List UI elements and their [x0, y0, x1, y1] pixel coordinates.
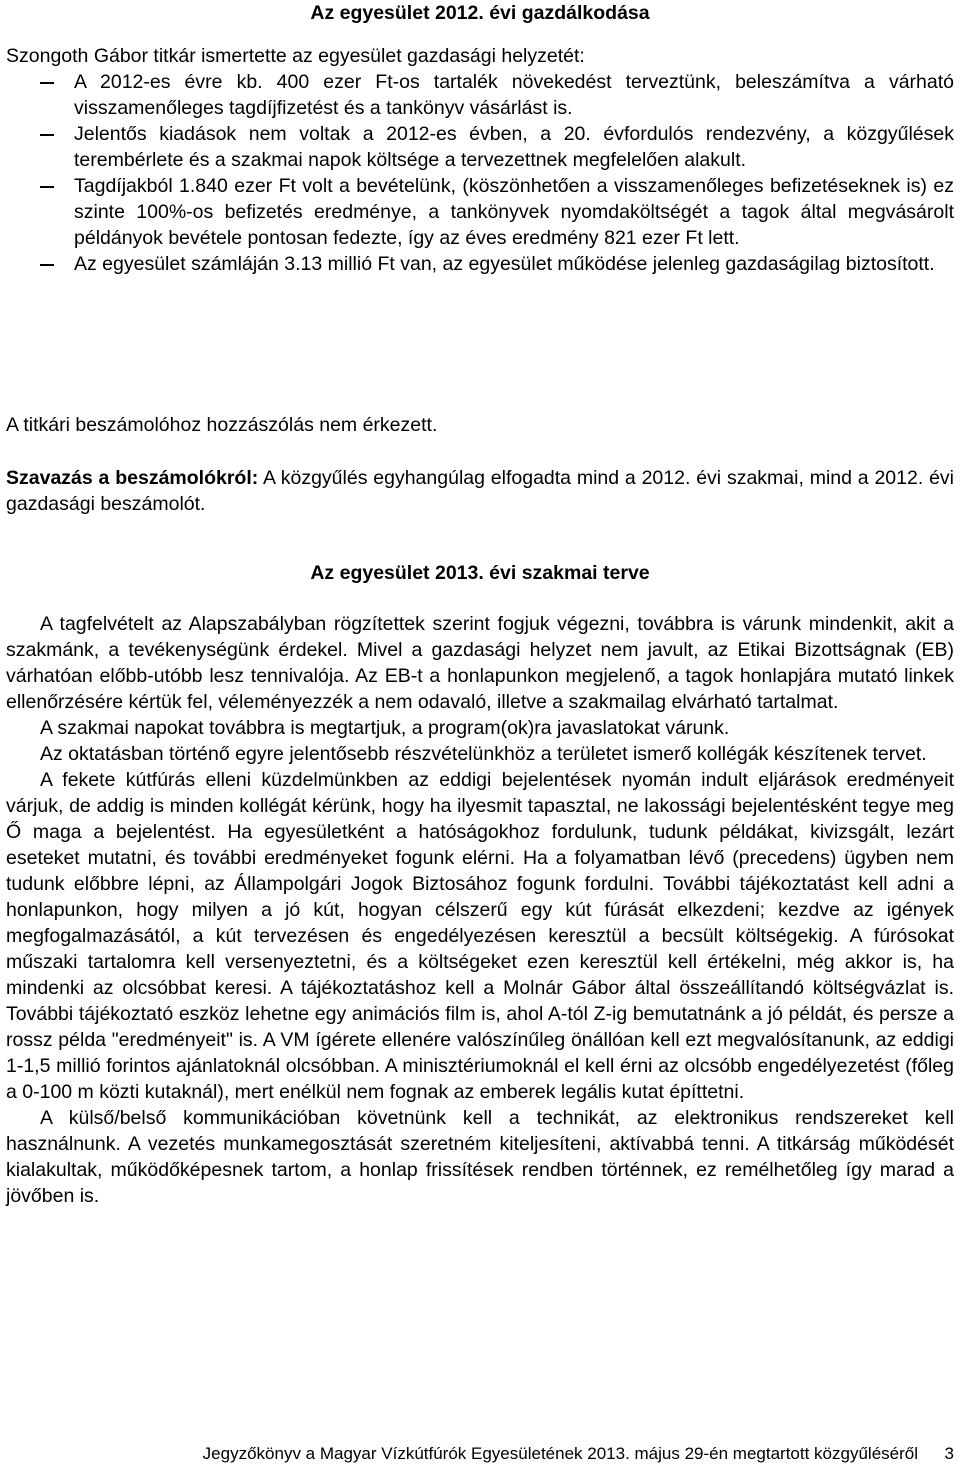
list-item-text: A 2012-es évre kb. 400 ezer Ft-os tartalék növekedést terveztünk, beleszámítva a várható visszamenőleges tagdíjfizetést és a tankönyv vásárlást is. [74, 71, 954, 119]
section-2013-body [6, 611, 954, 1209]
footer-text: Jegyzőkönyv a Magyar Vízkútfúrók Egyesületének 2013. május 29-én megtartott közgyűléséről [202, 1444, 918, 1463]
dash-bullet-icon [40, 134, 54, 136]
plan-paragraph: Az oktatásban történő egyre jelentősebb részvételünkhöz a területet ismerő kollégák készítenek tervet. [40, 743, 927, 765]
plan-paragraph: A szakmai napokat továbbra is megtartjuk, a program(ok)ra javaslatokat várunk. [40, 717, 730, 739]
page-number: 3 [944, 1444, 954, 1463]
vote-paragraph [6, 465, 954, 517]
vote-text: A közgyűlés egyhangúlag elfogadta mind a 2012. évi szakmai, mind a 2012. évi gazdasági beszámolót. [6, 467, 954, 515]
vote-label: Szavazás a beszámolókról: [6, 467, 259, 489]
list-item-text: Tagdíjakból 1.840 ezer Ft volt a bevételünk, (köszönhetően a visszamenőleges befizetéseknek is) ez szinte 100%-os befizetés eredménye, a tankönyvek nyomdaköltségét a tagok által megvásárolt példányok bevétele pontosan fedezte, így az éves eredmény 821 ezer Ft lett. [74, 175, 954, 249]
list-item [6, 173, 954, 251]
section-2012-title: Az egyesület 2012. évi gazdálkodása [310, 2, 650, 24]
dash-bullet-icon [40, 186, 54, 188]
list-item [6, 251, 954, 277]
plan-paragraph: A tagfelvételt az Alapszabályban rögzítettek szerint fogjuk végezni, továbbra is várunk mindenkit, akit a szakmánk, a tevékenységünk érdekel. Mivel a gazdasági helyzet nem javult, az Etikai Bizottságnak (EB) várhatóan előbb-utóbb lesz tennivalója. Az EB-t a honlapunkon megjelenő, a tagok honlapjára mutató linkek ellenőrzésére kértük fel, véleményezzék a nem odavaló, illetve a szakmailag elvárható tartalmat. [6, 613, 954, 713]
dash-bullet-icon [40, 82, 54, 84]
list-item [6, 121, 954, 173]
section-2013-title: Az egyesület 2013. évi szakmai terve [310, 562, 650, 584]
plan-paragraph: A külső/belső kommunikációban követnünk kell a technikát, az elektronikus rendszereket kell használnunk. A vezetés munkamegosztását szeretném kiteljesíteni, aktívabbá tenni. A titkárság működését kialakultak, működőképesnek tartom, a honlap frissítések rendben történnek, ez remélhetőleg így marad a jövőben is. [6, 1107, 954, 1207]
no-comment-note: A titkári beszámolóhoz hozzászólás nem érkezett. [6, 414, 438, 436]
plan-paragraph: A fekete kútfúrás elleni küzdelmünkben az eddigi bejelentések nyomán indult eljárások eredményeit várjuk, de addig is minden kollégát kérünk, hogy ha ilyesmit tapasztal, ne lakossági bejelentésként tegye meg Ő maga a bejelentést. Ha egyesületként a hatóságokhoz fordulunk, tudunk példákat, kivizsgált, lezárt eseteket mutatni, és további eredményeket fogunk elérni. Ha a folyamatban lévő (precedens) ügyben nem tudunk előbbre lépni, az Állampolgári Jogok Biztosához fogunk fordulni. További tájékoztatást kell adni a honlapunkon, hogy milyen a jó kút, hogyan célszerű egy kút fúrását elkezdeni; kezdve az igények megfogalmazásától, a kút tervezésen és engedélyezésen keresztül a becsült költségekig. A fúrósokat műszaki tartalomra kell versenyeztetni, és a költségeket ezen keresztül kell értékelni, még akkor is, ha mindenki az olcsóbbat keresi. A tájékoztatáshoz kell a Molnár Gábor által összeállítandó költségvázlat is. További tájékoztató eszköz lehetne egy animációs film is, ahol A-tól Z-ig bemutatnánk a jó példát, és persze a rossz példa "eredményeit" is. A VM ígérete ellenére valószínűleg önállóan kell ezt megvalósítanunk, az eddigi 1-1,5 millió forintos ajánlatoknál olcsóbban. A minisztériumoknál el kell érni az olcsóbb engedélyezetést (főleg a 0-100 m közti kutaknál), mert enélkül nem fognak az emberek legális kutat építtetni. [6, 769, 954, 1103]
list-item-text: Az egyesület számláján 3.13 millió Ft van, az egyesület működése jelenleg gazdaságilag biztosított. [74, 253, 935, 275]
list-item [6, 69, 954, 121]
section-2012-list [6, 69, 954, 277]
section-2012-intro: Szongoth Gábor titkár ismertette az egyesület gazdasági helyzetét: [6, 45, 585, 67]
list-item-text: Jelentős kiadások nem voltak a 2012-es évben, a 20. évfordulós rendezvény, a közgyűlések terembérlete és a szakmai napok költsége a tervezettnek megfelelően alakult. [74, 123, 954, 171]
dash-bullet-icon [40, 264, 54, 266]
